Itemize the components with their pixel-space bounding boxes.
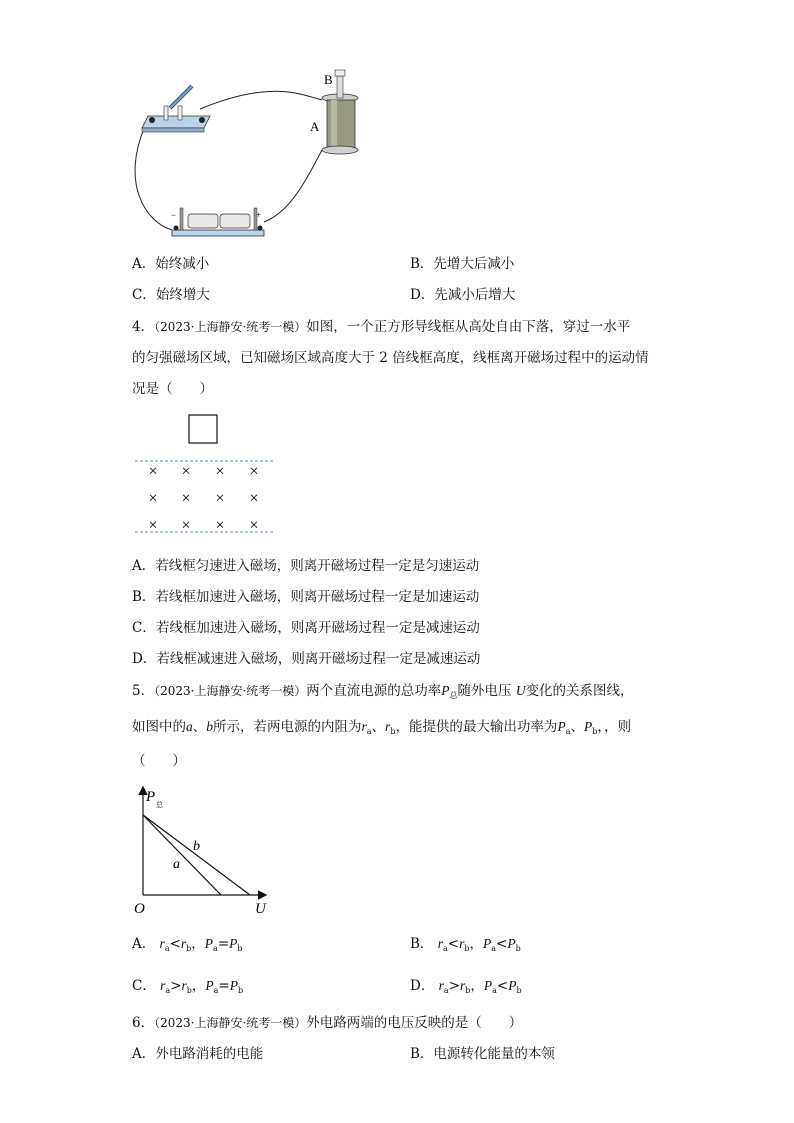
svg-text:×: ×	[181, 490, 191, 507]
q5-option-c[interactable]: C． $r_a>r_b$，$P_a=P_b$	[132, 978, 244, 995]
wire-frame	[189, 415, 217, 443]
battery-plus: +	[256, 210, 262, 220]
q6-option-a[interactable]: A．外电路消耗的电能	[132, 1046, 264, 1062]
line-b	[143, 815, 250, 895]
svg-text:×: ×	[215, 490, 225, 507]
q6-stem: 6．（2023·上海静安·统考一模）外电路两端的电压反映的是（ ）	[132, 1015, 523, 1031]
q4-stem-line3: 况是（ ）	[132, 381, 213, 397]
svg-text:×: ×	[148, 517, 158, 534]
battery-minus: −	[171, 210, 177, 220]
axis-x-label: U	[255, 901, 266, 917]
q6-source: （2023·上海静安·统考一模）	[154, 1016, 307, 1030]
q4-source: （2023·上海静安·统考一模）	[154, 320, 307, 334]
q4-option-a[interactable]: A．若线框匀速进入磁场，则离开磁场过程一定是匀速运动	[132, 558, 480, 574]
q5-source: （2023·上海静安·统考一模）	[154, 684, 307, 698]
svg-text:×: ×	[148, 490, 158, 507]
svg-text:×: ×	[249, 463, 259, 480]
magnetic-field-figure	[130, 410, 280, 538]
q6-number: 6．	[132, 1015, 155, 1031]
circuit-figure	[130, 62, 375, 247]
q5-option-a[interactable]: A． $r_a<r_b$，$P_a=P_b$	[132, 936, 243, 953]
q5-stem-line3: （ ）	[132, 753, 186, 769]
q4-option-c[interactable]: C．若线框加速进入磁场，则离开磁场过程一定是减速运动	[132, 620, 480, 636]
axis-y-label: P	[146, 789, 156, 805]
q4-number: 4．	[132, 319, 155, 335]
svg-text:×: ×	[181, 517, 191, 534]
q4-stem-line1: 4．（2023·上海静安·统考一模）如图，一个正方形导线框从高处自由下落，穿过一水平	[132, 319, 631, 335]
q4-option-b[interactable]: B．若线框加速进入磁场，则离开磁场过程一定是加速运动	[132, 589, 480, 605]
q4-option-d[interactable]: D．若线框减速进入磁场，则离开磁场过程一定是减速运动	[132, 651, 481, 667]
q4-stem-line2: 的匀强磁场区域，已知磁场区域高度大于 2 倍线框高度，线框离开磁场过程中的运动情	[132, 350, 649, 366]
label-B: B	[324, 72, 333, 87]
q5-stem-line2: 如图中的a、b所示，若两电源的内阻为$r_a$、$r_b$，能提供的最大输出功率为$P_a$、$P_b$，，则	[132, 719, 632, 736]
line-a-label: a	[173, 857, 180, 872]
origin-label: O	[134, 901, 145, 917]
q3-option-c[interactable]: C．始终增大	[132, 287, 210, 303]
q5-stem-line1: 5．（2023·上海静安·统考一模）两个直流电源的总功率$P_总$随外电压 U变化的关系图线，	[132, 683, 634, 700]
svg-text:×: ×	[249, 517, 259, 534]
q5-option-d[interactable]: D． $r_a>r_b$，$P_a<P_b$	[410, 978, 522, 995]
power-voltage-graph	[128, 782, 288, 918]
field-crosses	[148, 463, 258, 534]
svg-text:×: ×	[148, 463, 158, 480]
q5-number: 5．	[132, 683, 155, 699]
q3-option-a[interactable]: A．始终减小	[132, 256, 210, 272]
svg-text:×: ×	[215, 517, 225, 534]
q3-option-b[interactable]: B．先增大后减小	[410, 256, 515, 272]
axis-y-subscript: 总	[156, 801, 163, 809]
svg-text:×: ×	[249, 490, 259, 507]
svg-text:×: ×	[181, 463, 191, 480]
q3-option-d[interactable]: D．先减小后增大	[410, 287, 516, 303]
svg-text:×: ×	[215, 463, 225, 480]
label-A: A	[310, 119, 320, 134]
line-a	[143, 815, 221, 895]
q5-option-b[interactable]: B． $r_a<r_b$，$P_a<P_b$	[410, 936, 521, 953]
q6-option-b[interactable]: B．电源转化能量的本领	[410, 1046, 555, 1062]
line-b-label: b	[193, 839, 200, 854]
